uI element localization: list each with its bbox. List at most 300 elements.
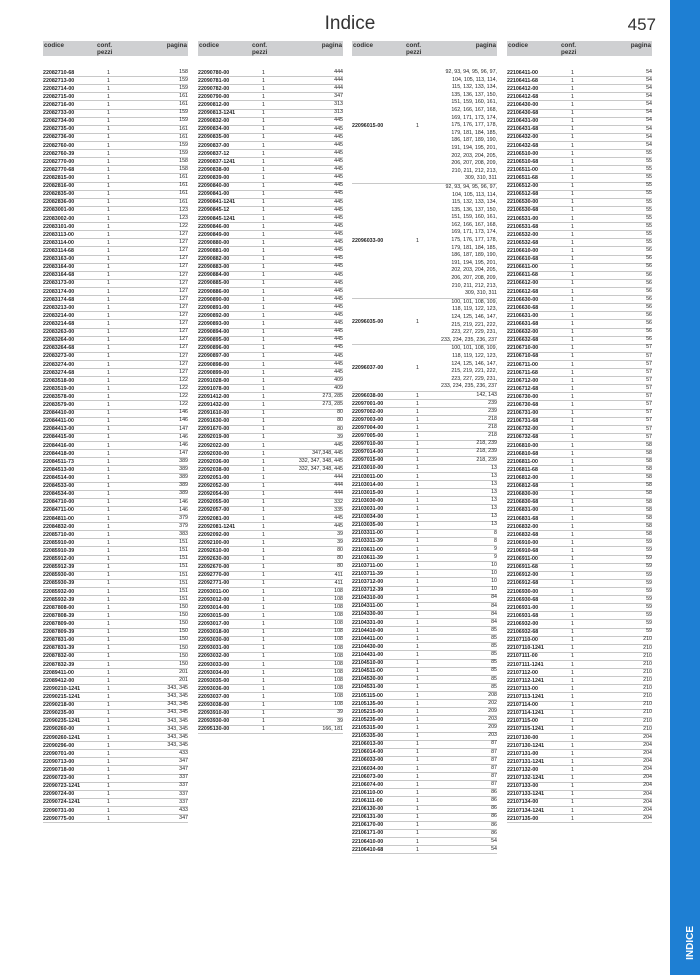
page-reference: 56 [646,271,652,278]
pack-quantity: 1 [107,693,110,700]
pack-quantity: 1 [107,174,110,181]
product-code: 22106013-00 [352,741,384,748]
product-code: 22106510-00 [507,150,539,157]
pack-quantity: 1 [571,85,574,92]
page-reference: 218 [488,424,497,431]
pack-quantity: 1 [571,734,574,741]
page-reference: 57 [646,376,652,383]
page-reference: 57 [646,433,652,440]
page-reference: 56 [646,263,652,270]
product-code: 22083273-00 [43,353,75,360]
page-reference: 204 [643,766,652,773]
pack-quantity: 1 [107,353,110,360]
page-reference: 39 [337,539,343,546]
page-reference: 54 [646,101,652,108]
page-reference: 58 [646,522,652,529]
index-row [352,69,497,184]
pack-quantity: 1 [571,377,574,384]
page-reference: 108 [334,636,343,643]
product-code: 22093017-00 [198,621,230,627]
pack-quantity: 1 [571,791,574,798]
pack-quantity: 1 [571,450,574,457]
page-reference: 166, 181 [322,725,343,732]
page-reference: 151 [179,587,188,594]
pack-quantity: 1 [107,93,110,100]
pack-quantity: 1 [107,580,110,587]
product-code: 22090775-00 [43,815,75,822]
product-code: 22090832-00 [198,118,230,125]
page-reference: 445 [334,157,343,164]
pack-quantity: 1 [416,806,419,813]
index-row [352,846,497,854]
pack-quantity: 1 [416,708,419,715]
page-reference: 57 [646,401,652,408]
index-row [507,815,652,823]
page-reference: 13 [491,464,497,471]
page-reference: 54 [491,845,497,852]
header-pezzi-label: pezzi [97,49,113,56]
pack-quantity: 1 [262,345,265,352]
page-reference: 445 [334,328,343,335]
page-reference: 445 [334,352,343,359]
pack-quantity: 1 [107,434,110,441]
pack-quantity: 1 [107,783,110,790]
pack-quantity: 1 [571,77,574,84]
page-reference: 203 [488,732,497,739]
pack-quantity: 1 [571,369,574,376]
index-column-3 [352,41,497,854]
product-code: 22104411-00 [352,635,383,642]
page-reference: 210 [643,725,652,732]
index-rows [507,69,652,823]
product-code: 22090210-1241 [43,685,81,692]
page-reference: 347 [179,766,188,773]
product-code: 22106612-00 [507,280,539,287]
product-code: 22090898-00 [198,361,230,368]
page-reference: 201 [179,668,188,675]
product-code: 22092670-00 [198,564,230,571]
page-reference: 445 [334,230,343,237]
page-reference: 108 [334,603,343,610]
pack-quantity: 1 [107,677,110,684]
product-code: 22106171-00 [352,830,384,837]
product-code: 22106730-68 [507,402,539,409]
pack-quantity: 1 [571,515,574,522]
pack-quantity: 1 [262,621,265,627]
pack-quantity: 1 [262,669,265,676]
page-reference: 59 [646,571,652,578]
page-reference: 161 [179,190,188,197]
page-reference: 433 [179,749,188,756]
page-reference: 86 [491,813,497,820]
page-reference: 59 [646,547,652,554]
product-code: 22106931-68 [507,612,539,619]
pack-quantity: 1 [107,272,110,279]
product-code: 22083264-00 [43,337,75,344]
pack-quantity: 1 [571,142,574,149]
page-reference: 58 [646,506,652,513]
pack-quantity: 1 [107,507,110,514]
page-reference: 445 [334,222,343,229]
product-code: 22082770-68 [43,166,75,173]
pack-quantity: 1 [571,637,574,644]
page-reference: 54 [646,84,652,91]
pack-quantity: 1 [107,815,110,822]
page-reference: 127 [179,336,188,343]
product-code: 22093037-00 [198,693,230,700]
product-code: 22106810-00 [507,442,539,449]
page-reference: 13 [491,497,497,504]
pack-quantity: 1 [107,69,110,76]
page-reference: 58 [646,514,652,521]
pack-quantity: 1 [262,661,265,668]
product-code: 22093034-00 [198,669,230,676]
product-code: 22107115-1241 [507,726,544,733]
page-reference: 151 [179,571,188,578]
page-reference: 332, 347, 348, 445 [298,466,343,473]
page-reference: 127 [179,312,188,319]
page-reference: 123 [179,214,188,221]
page-reference: 347 [179,758,188,765]
page-reference: 151 [179,555,188,562]
product-code: 22103010-00 [352,465,384,472]
page-reference: 445 [334,368,343,375]
page-reference: 127 [179,303,188,310]
product-code: 22093030-00 [198,637,230,644]
product-code: 22107132-1241 [507,775,545,782]
page-reference: 58 [646,531,652,537]
pack-quantity: 1 [107,742,110,749]
page-reference: 444 [334,490,343,497]
page-reference: 86 [491,789,497,796]
page-reference: 54 [646,76,652,83]
page-reference: 343, 345 [167,725,188,732]
product-code: 22106811-68 [507,466,538,473]
product-code: 22083578-00 [43,393,75,400]
product-code: 22091028-00 [198,377,230,384]
page-reference: 151 [179,539,188,546]
page-reference: 313 [334,101,343,108]
pack-quantity: 1 [571,718,574,725]
page-reference: 58 [646,474,652,481]
product-code: 22103014-00 [352,481,384,488]
page-reference: 347 [334,93,343,100]
product-code: 22106630-68 [507,304,539,311]
pack-quantity: 1 [107,126,110,133]
pack-quantity: 1 [262,531,265,538]
page-reference: 332, 347, 348, 445 [298,458,343,465]
page-reference: 55 [646,157,652,164]
page-reference: 57 [646,425,652,432]
product-code: 22107112-00 [507,669,538,676]
page-reference: 210 [643,668,652,675]
pack-quantity: 1 [107,645,110,652]
page-reference: 108 [334,676,343,683]
page-reference: 108 [334,644,343,651]
page-reference: 57 [646,368,652,375]
product-code: 22106632-00 [507,329,539,336]
pack-quantity: 1 [262,483,265,490]
page-reference: 444 [334,474,343,481]
page-reference: 13 [491,505,497,512]
page-reference: 55 [646,182,652,189]
product-code: 22106712-00 [507,377,539,384]
product-code: 22106630-00 [507,296,539,303]
pack-quantity: 1 [262,629,265,636]
product-code: 22082760-00 [43,142,75,149]
product-code: 22106432-00 [507,134,539,141]
page-reference: 159 [179,141,188,148]
product-code: 22104410-00 [352,627,384,634]
page-reference: 127 [179,247,188,254]
product-code: 22106512-00 [507,183,539,190]
pack-quantity: 1 [107,134,110,141]
pack-quantity: 1 [416,587,419,594]
pack-quantity: 1 [416,400,419,407]
page-reference: 343, 345 [167,717,188,724]
pack-quantity: 1 [416,522,419,529]
pack-quantity: 1 [571,604,574,611]
pack-quantity: 1 [416,424,419,431]
pack-quantity: 1 [416,781,419,788]
pack-quantity: 1 [262,418,265,425]
product-code: 22090724-00 [43,791,75,798]
product-code: 22085910-39 [43,548,75,555]
pack-quantity: 1 [107,734,110,741]
page-reference: 444 [334,68,343,75]
page-reference: 127 [179,263,188,270]
page-reference: 337 [179,774,188,781]
product-code: 22103311-39 [352,538,383,545]
pack-quantity: 1 [107,791,110,798]
page-reference: 127 [179,320,188,327]
pack-quantity: 1 [107,491,110,498]
pack-quantity: 1 [107,531,110,538]
header-codice: codice [44,42,64,49]
pack-quantity: 1 [571,410,574,417]
pack-quantity: 1 [571,750,574,757]
pack-quantity: 1 [107,247,110,254]
product-code: 22084533-00 [43,483,75,490]
page-reference: 210 [643,685,652,692]
page-reference: 58 [646,466,652,473]
pack-quantity: 1 [262,393,265,400]
pack-quantity: 1 [262,588,265,595]
page-reference: 108 [334,693,343,700]
page-reference: 158 [179,68,188,75]
product-code: 22107111-00 [507,653,538,660]
product-code: 22082710-68 [43,69,75,76]
page-reference: 54 [646,68,652,75]
product-code: 22097001-00 [352,400,384,407]
column-header [43,41,188,56]
product-code: 22106830-68 [507,499,539,506]
pack-quantity: 1 [107,426,110,433]
page-reference: 445 [334,214,343,221]
product-code: 22084513-00 [43,466,75,473]
page-reference: 146 [179,441,188,448]
product-code: 22106811-00 [507,458,538,465]
page-reference: 445 [334,295,343,302]
pack-quantity: 1 [571,337,574,344]
pack-quantity: 1 [571,677,574,684]
product-code: 22107132-00 [507,766,539,773]
pack-quantity: 1 [416,365,419,372]
index-row [198,726,343,734]
pack-quantity: 1 [262,726,265,733]
page-reference: 389 [179,490,188,497]
pack-quantity: 1 [262,158,265,165]
product-code: 22106711-68 [507,369,538,376]
product-code: 22106731-68 [507,418,539,425]
pack-quantity: 1 [571,102,574,108]
pack-quantity: 1 [416,660,419,667]
product-code: 22107133-1241 [507,791,545,798]
pack-quantity: 1 [262,337,265,344]
product-code: 22092092-00 [198,531,230,538]
pack-quantity: 1 [262,280,265,287]
product-code: 22106431-00 [507,118,539,125]
pack-quantity: 1 [262,458,265,465]
page-reference: 58 [646,449,652,456]
pack-quantity: 1 [107,539,110,546]
pack-quantity: 1 [571,775,574,782]
page-reference: 85 [491,675,497,682]
pack-quantity: 1 [262,296,265,303]
product-code: 22106831-00 [507,507,539,514]
product-code: 22090880-00 [198,239,230,246]
product-code: 22090218-00 [43,702,75,709]
pack-quantity: 1 [262,604,265,611]
product-code: 22093033-00 [198,661,230,668]
product-code: 22090235-00 [43,710,75,717]
product-code: 22082735-00 [43,126,75,133]
page-reference: 59 [646,603,652,610]
pack-quantity: 1 [107,523,110,530]
product-code: 22106730-00 [507,393,539,400]
product-code: 22090883-00 [198,264,230,271]
product-code: 22083579-00 [43,402,75,409]
product-code: 22082760-39 [43,150,75,157]
product-code: 22090841-00 [198,191,230,198]
pack-quantity: 1 [107,758,110,765]
product-code: 22082733-00 [43,110,75,117]
pack-quantity: 1 [107,475,110,482]
product-code: 22082715-00 [43,93,75,100]
product-code: 22083214-00 [43,312,75,319]
pack-quantity: 1 [571,742,574,749]
product-code: 22091412-00 [198,393,230,400]
product-code: 22106432-68 [507,142,539,149]
product-code: 22084415-00 [43,434,75,441]
pack-quantity: 1 [571,426,574,433]
page-reference: 239 [488,399,497,406]
pack-quantity: 1 [107,150,110,157]
pack-quantity: 1 [571,191,574,198]
pack-quantity: 1 [262,102,265,108]
page-reference: 445 [334,514,343,521]
product-code: 22082716-00 [43,102,75,108]
pack-quantity: 1 [571,564,574,571]
product-code: 22107111-1241 [507,661,544,668]
pack-quantity: 1 [416,846,419,853]
page-reference: 204 [643,814,652,821]
page-reference: 127 [179,344,188,351]
product-code: 22093031-00 [198,645,230,652]
product-code: 22084410-00 [43,410,75,417]
page-reference: 122 [179,401,188,408]
pack-quantity: 1 [262,320,265,327]
page-reference: 389 [179,458,188,465]
pack-quantity: 1 [416,757,419,764]
product-code: 22090834-00 [198,126,230,133]
product-code: 22090882-00 [198,256,230,263]
page-reference: 84 [491,602,497,609]
page-reference: 59 [646,579,652,586]
page-number: 457 [627,15,656,34]
pack-quantity: 1 [416,822,419,829]
pack-quantity: 1 [107,345,110,352]
pack-quantity: 1 [416,635,419,642]
pack-quantity: 1 [262,207,265,214]
product-code: 22106732-68 [507,434,539,441]
page-reference: 210 [643,660,652,667]
pack-quantity: 1 [262,126,265,133]
pack-quantity: 1 [107,799,110,806]
page-reference: 389 [179,466,188,473]
page-reference: 56 [646,312,652,319]
product-code: 22083163-00 [43,256,75,263]
pack-quantity: 1 [571,799,574,806]
pack-quantity: 1 [107,369,110,376]
product-code: 22083518-00 [43,377,75,384]
product-code: 22096015-00 [352,122,384,129]
product-code: 22105335-00 [352,733,384,740]
pack-quantity: 1 [262,539,265,546]
pack-quantity: 1 [571,483,574,490]
page-reference: 59 [646,595,652,602]
page-reference: 9 [494,553,497,560]
product-code: 22105135-00 [352,700,384,707]
page-reference: 204 [643,741,652,748]
product-code: 22093012-00 [198,596,230,603]
product-code: 22104331-00 [352,619,384,626]
product-code: 22106531-00 [507,215,539,222]
product-code: 22104330-00 [352,611,384,618]
header-conf [97,42,112,56]
page-reference: 161 [179,133,188,140]
product-code: 22091610-00 [198,410,230,417]
page-reference: 332 [334,498,343,505]
pack-quantity: 1 [107,166,110,173]
pack-quantity: 1 [571,523,574,530]
pack-quantity: 1 [416,838,419,845]
pack-quantity: 1 [107,385,110,392]
pack-quantity: 1 [262,329,265,336]
page-reference: 379 [179,522,188,529]
product-code: 22092019-00 [198,434,230,441]
product-code: 22090846-00 [198,223,230,230]
product-code: 22106033-00 [352,757,384,764]
pack-quantity: 1 [107,548,110,555]
pack-quantity: 1 [262,93,265,100]
pack-quantity: 1 [262,702,265,709]
header-pezzi-label: pezzi [561,49,577,56]
product-code: 22090894-00 [198,329,230,336]
page-reference: 210 [643,701,652,708]
pack-quantity: 1 [107,377,110,384]
page-reference: 204 [643,749,652,756]
